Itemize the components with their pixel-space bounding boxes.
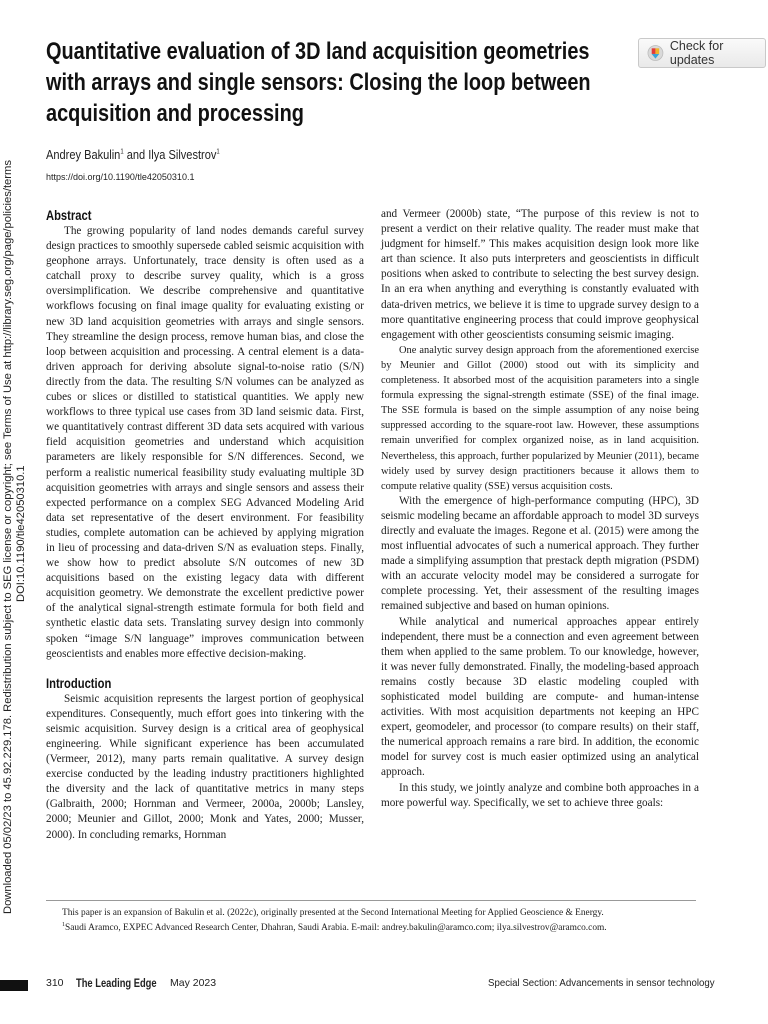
author-name: Andrey Bakulin	[46, 147, 121, 162]
intro-paragraph-1-continued: and Vermeer (2000b) state, “The purpose of this review is not to present a verdict on their relative quality. The reader must make that judgment for himself.” This makes acquisition design look more like art than science. It also puts interpreters and geoscientists in difficult positions when asked to contribute to selecting the best survey design. In an era when anything and everything is constantly evaluated with data-driven metrics, we believe it is time to upgrade survey design to a more quantitative engineering process that could improve geophysical engagement with other geoscientists consuming seismic imaging.	[381, 208, 699, 341]
check-for-updates-label: Check for updates	[669, 39, 724, 67]
download-notice-line1: Downloaded 05/02/23 to 45.92.229.178. Redistribution subject to SEG license or copyright; see Terms of Use at http://library.seg.org/page/policies/terms	[2, 160, 14, 914]
left-column	[46, 207, 364, 843]
article-title: Quantitative evaluation of 3D land acquisition geometries with arrays and single sensors: Closing the loop between acquisition and processing	[46, 38, 591, 127]
intro-paragraph-2: One analytic survey design approach from the aforementioned exercise by Meunier and Gillot (2000) stood out with its simplicity and completeness. It absorbed most of the acquisition parameters into a single formula expressing the signal-strength estimate (SSE) of the final image. The SSE formula is based on the simple assumption of any noise being suppressed according to the square-root law. However, these assumptions remain unverified for complex organized noise, as in land acquisition. Nevertheless, this approach, further popularized by Meunier (2011), became widely used by survey design practitioners because it allows them to compute relative quality (SSE) versus acquisition costs.	[381, 344, 699, 492]
author-affiliation-mark: 1	[216, 148, 220, 156]
download-notice-doi: DOI:10.1190/tle42050310.1	[15, 465, 27, 602]
check-for-updates-button[interactable]	[638, 38, 766, 68]
footnote-divider	[46, 900, 696, 901]
intro-paragraph-4: While analytical and numerical approaches appear entirely independent, there must be a connection and even agreement between them when applied to the same problem. To our knowledge, however, it was never fully demonstrated. Finally, the modeling-based approach remains costly because 3D elastic modeling coupled with sophisticated model building are compute- and human-intense activities. With most acquisition departments not keeping an HPC expert, geomodeler, and processor (to compare results) on their staff, the numerical approach remains a rare bird. In addition, the economic model for survey cost is much easier optimized using an analytical approach.	[381, 615, 699, 779]
page-number: 310	[46, 977, 64, 989]
intro-paragraph-5: In this study, we jointly analyze and combine both approaches in a more powerful way. Specifically, we set to achieve three goals:	[381, 781, 699, 809]
abstract-text: The growing popularity of land nodes demands careful survey design practices to smoothly supersede cabled seismic acquisition with geophone arrays. Unfortunately, trace density is often used as a catchall proxy to describe survey quality, which is a gross oversimplification. We describe comprehensive and quantitative workflows focusing on final image quality for evaluating existing or new 3D land acquisition geometries with arrays and single sensors. They streamline the design process, remove human bias, and close the loop between acquisition and processing. A central element is a data-driven approach for deriving absolute signal-to-noise ratio (S/N) directly from the data. The resulting S/N volumes can be analyzed as cubes or slices or distilled to statistical quantities. We apply new workflows to three typical use cases from 3D land seismic data. First, we quantitatively contrast different 3D data sets acquired with various field acquisition geometries and understand which acquisition parameters are likely responsible for S/N differences. Second, we perform a realistic numerical feasibility study evaluating multiple 3D acquisition geometries with arrays and single sensors and assess their expected performance on a complex SEG Advanced Modeling Arid data set representative of the desert environment. For feasibility studies, complete automation can be achieved by applying migration in lieu of processing and data-driven S/N as evaluation steps. Finally, we show how to predict absolute S/N outcomes of new 3D acquisitions based on the existing legacy data with different acquisition geometry. We demonstrate the excellent predictive power of the analytical signal-strength estimate formula for both field and synthetic elastic data sets. Translating survey design into commonly spoken “image S/N language” improves communication between geoscientists and enables more effective decision-making.	[46, 225, 364, 660]
introduction-heading: Introduction	[46, 674, 112, 691]
crossmark-icon	[647, 44, 664, 62]
expansion-note: This paper is an expansion of Bakulin et al. (2022c), originally presented at the Second International Meeting for Applied Geoscience & Energy.	[62, 908, 604, 918]
section-label	[488, 977, 715, 989]
section-prefix: Special Section:	[488, 977, 558, 989]
journal-name: The Leading Edge	[76, 976, 157, 990]
author-name: Ilya Silvestrov	[148, 147, 217, 162]
intro-paragraph-1: Seismic acquisition represents the largest portion of geophysical expenditures. Consequently, much effort goes into tinkering with the seismic acquisition. Survey design is a critical area of geophysical engineering. While significant experience has been accumulated (Vermeer, 2012), many parts remain qualitative. A survey design exercise conducted by the leading industry practitioners highlighted the diversity and the lack of quantitative metrics in many steps (Galbraith, 2000; Hornman and Vermeer, 2000a, 2000b; Lansley, 2000; Meunier and Gillot, 2000; Monk and Yates, 2000; Musser, 2000). In concluding remarks, Hornman	[46, 692, 364, 841]
abstract-heading: Abstract	[46, 207, 92, 223]
page-edge-tab	[0, 980, 28, 991]
section-title: Advancements in sensor technology	[559, 977, 715, 989]
issue-date: May 2023	[170, 977, 217, 989]
author-joiner: and	[123, 147, 149, 162]
affiliation-note	[62, 919, 702, 934]
download-notice-text	[2, 160, 28, 914]
author-list	[46, 147, 220, 162]
author-affiliation-mark: 1	[120, 148, 124, 156]
footnotes	[62, 907, 702, 934]
right-column	[381, 207, 699, 811]
doi-link[interactable]: https://doi.org/10.1190/tle42050310.1	[46, 172, 195, 182]
intro-paragraph-3: With the emergence of high-performance computing (HPC), 3D seismic modeling became an affordable approach to model 3D surveys directly and evaluate the images. Regone et al. (2015) were among the most influential advocates of such a numerical approach. They further made a simplifying assumption that prestack depth migration (PSDM) with an accurate velocity model may be considered a surrogate for complete processing. Yet, their assessment of the resulting images remained subjective and based on human opinions.	[381, 494, 699, 613]
affiliation-note-text: Saudi Aramco, EXPEC Advanced Research Center, Dhahran, Saudi Arabia. E-mail: andrey.bakulin@aramco.com; ilya.silvestrov@aramco.com.	[65, 923, 607, 934]
affiliation-note-mark: 1	[62, 922, 65, 928]
